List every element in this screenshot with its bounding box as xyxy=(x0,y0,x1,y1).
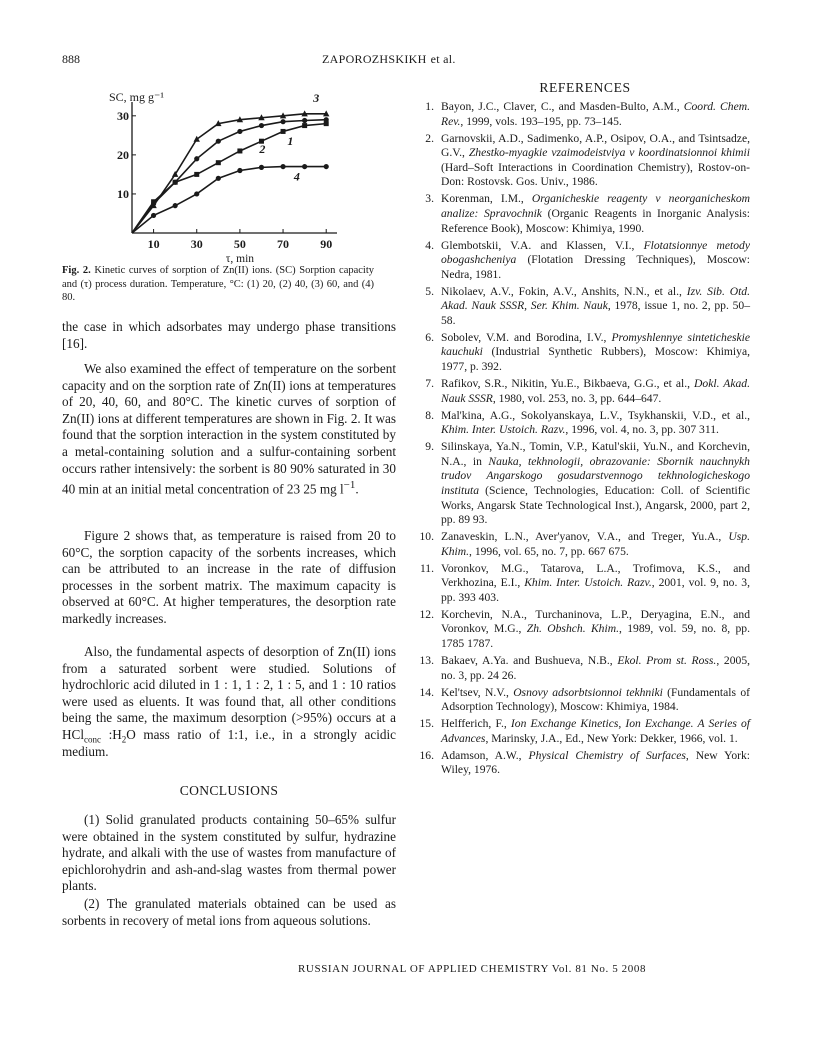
body-paragraph-4-end: O mass ratio of 1:1, i.e., in a strongly acidic medium. xyxy=(62,726,396,759)
reference-number: 3. xyxy=(425,192,434,206)
series-4-label: 4 xyxy=(293,169,300,184)
body-paragraph-2 xyxy=(62,361,396,498)
reference-details: , 1989, vol. 59, no. 8, pp. 1785 1787. xyxy=(441,622,750,651)
reference-authors: Nikolaev, A.V., Fokin, A.V., Anshits, N.N., et al., xyxy=(441,284,687,298)
x-tick-label: 70 xyxy=(277,237,290,251)
series-4-point xyxy=(173,203,178,208)
reference-number: 10. xyxy=(419,530,434,544)
series-2-label: 2 xyxy=(259,141,266,156)
reference-number: 4. xyxy=(425,238,434,252)
sorption-kinetics-chart xyxy=(92,84,342,264)
reference-number: 13. xyxy=(419,654,434,668)
reference-item xyxy=(412,132,750,190)
reference-authors: Garnovskii, A.D., Sadimenko, A.P., Osipov, O.A., and Tsintsadze, G.V., xyxy=(441,131,750,160)
reference-details: , 2005, no. 3, pp. 24 26. xyxy=(441,654,751,682)
reference-details: (Industrial Synthetic Rubbers), Moscow: Khimiya, 1977, p. 392. xyxy=(441,345,750,374)
unit-superscript: −1 xyxy=(343,479,356,492)
reference-number: 9. xyxy=(425,440,434,454)
reference-authors: Kel'tsev, N.V., xyxy=(441,685,514,699)
reference-number: 5. xyxy=(425,284,434,298)
reference-authors: Mal'kina, A.G., Sokolyanskaya, L.V., Tsykhanskii, V.D., et al., xyxy=(441,408,750,422)
reference-item xyxy=(412,409,750,438)
running-head-authors: ZAPOROZHSKIKH xyxy=(322,52,427,66)
reference-authors: Silinskaya, Ya.N., Tomin, V.P., Katul'skii, Yu.N., and Korchevin, N.A., in xyxy=(441,440,750,468)
series-2-point xyxy=(194,172,199,177)
reference-details: , New York: Wiley, 1976. xyxy=(441,748,750,777)
reference-item xyxy=(412,749,750,778)
reference-title: Organicheskie reagenty v neorganicheskom analize: Spravochnik xyxy=(441,192,751,220)
reference-item xyxy=(412,562,750,606)
reference-number: 14. xyxy=(419,685,434,699)
reference-item xyxy=(412,717,750,746)
reference-title: Usp. Khim. xyxy=(441,530,750,558)
reference-item xyxy=(412,331,750,375)
journal-footer: RUSSIAN JOURNAL OF APPLIED CHEMISTRY Vol. 81 No. 5 2008 xyxy=(298,963,647,975)
reference-title: Flotatsionnye metody obogashcheniya xyxy=(441,238,750,267)
series-1-label: 1 xyxy=(287,134,294,149)
reference-details: (Fundamentals of Adsorption Technology), Moscow: Khimiya, 1984. xyxy=(441,685,750,714)
x-tick-label: 30 xyxy=(190,237,203,251)
series-2-point xyxy=(216,160,221,165)
reference-authors: Voronkov, M.G., Tatarova, L.A., Trofimova, K.S., and Verkhozina, E.I., xyxy=(441,561,750,590)
reference-details: (Organic Reagents in Inorganic Analysis: Reference Book), Moscow: Khimiya, 1990. xyxy=(441,206,751,235)
reference-title: Khim. Inter. Ustoich. Razv. xyxy=(524,576,652,590)
reference-title: Physical Chemistry of Surfaces xyxy=(528,748,686,762)
series-1-point xyxy=(302,118,307,123)
reference-title: Zhestko-myagkie vzaimodeistviya v koordinatsionnoi khimii xyxy=(468,146,751,160)
series-1-point xyxy=(259,123,264,128)
series-2-point xyxy=(324,121,329,126)
reference-authors: Sobolev, V.M. and Borodina, I.V., xyxy=(441,330,612,344)
reference-details: , 2001, vol. 9, no. 3, pp. 393 403. xyxy=(441,576,750,604)
reference-item xyxy=(412,686,750,715)
reference-number: 16. xyxy=(419,748,434,762)
y-tick-label: 20 xyxy=(117,147,129,162)
reference-title: Ekol. Prom st. Ross. xyxy=(617,654,717,668)
reference-title: Ion Exchange Kinetics, Ion Exchange. A Series of Advances xyxy=(441,717,751,745)
body-paragraph-4-text: Also, the fundamental aspects of desorption of Zn(II) ions from a saturated sorbent were studied. Solutions of hydrochloric acid diluted in 1 : 1, 1 : 2, 1 : 5, and 1 : 10 ratios were used as eluents. It was found that, all other conditions being the same, the maximum desorption (>95%) occurs at a HCl xyxy=(62,644,396,742)
reference-number: 12. xyxy=(419,607,434,621)
reference-title: Izv. Sib. Otd. Akad. Nauk SSSR, Ser. Khim. Nauk xyxy=(441,284,751,313)
reference-item xyxy=(412,377,750,406)
reference-title: Coord. Chem. Rev. xyxy=(441,100,750,128)
reference-details: (Science, Technologies, Education: Coll. of Scientific Works, Angarsk State Technological Inst.), Angarsk, 2000, part 2, pp. 89 93. xyxy=(441,483,750,527)
body-paragraph-4 xyxy=(62,644,396,760)
series-2-point xyxy=(281,129,286,134)
reference-item xyxy=(412,608,750,652)
reference-item xyxy=(412,239,750,283)
reference-authors: Zanaveskin, L.N., Aver'yanov, V.A., and Treger, Yu.A., xyxy=(441,530,729,544)
reference-item xyxy=(412,285,750,329)
series-1-point xyxy=(237,129,242,134)
reference-number: 6. xyxy=(425,330,434,344)
body-paragraph-1-text: the case in which adsorbates may undergo phase transitions [16]. xyxy=(62,319,396,351)
reference-authors: Korchevin, N.A., Turchaninova, L.P., Deryagina, E.N., and Voronkov, M.G., xyxy=(441,607,750,636)
series-1-point xyxy=(216,139,221,144)
references-list xyxy=(412,100,750,780)
reference-title: Zh. Obshch. Khim. xyxy=(526,622,619,636)
reference-details: , 1978, issue 1, no. 2, pp. 50–58. xyxy=(441,299,750,327)
reference-title: Khim. Inter. Ustoich. Razv. xyxy=(441,423,566,437)
running-head-etal: et al. xyxy=(430,52,456,66)
reference-authors: Helfferich, F., xyxy=(441,717,511,731)
series-1-point xyxy=(280,119,285,124)
reference-details: , 1980, vol. 253, no. 3, pp. 644–647. xyxy=(492,391,662,405)
figure-caption-text: Kinetic curves of sorption of Zn(II) ions. (SC) Sorption capacity and (τ) process duration. Temperature, °C: (1) 20, (2) 40, (3) 60, and (4) 80. xyxy=(62,265,375,303)
reference-number: 15. xyxy=(419,717,434,731)
reference-authors: Adamson, A.W., xyxy=(441,748,529,762)
reference-details: , 1999, vols. 193–195, pp. 73–145. xyxy=(460,114,622,128)
series-4-point xyxy=(151,213,156,218)
subscript-2: 2 xyxy=(121,734,127,745)
reference-authors: Rafikov, S.R., Nikitin, Yu.E., Bikbaeva, G.G., et al., xyxy=(441,377,695,391)
reference-number: 2. xyxy=(425,131,434,145)
series-4-point xyxy=(259,165,264,170)
body-paragraph-3-text: Figure 2 shows that, as temperature is raised from 20 to 60°C, the sorption capacity of the sorbents increases, which can be attributed to an increase in the rate of diffusion processes in the sorbent matrix. The maximum capacity is observed at 60°C. At higher temperatures, the desorption rate markedly increases. xyxy=(62,528,396,626)
reference-number: 1. xyxy=(425,100,434,113)
series-4-point xyxy=(216,176,221,181)
body-paragraph-2-text: We also examined the effect of temperature on the sorbent capacity and on the sorption rate of Zn(II) ions at temperatures of 20, 40, 60, and 80°C. The kinetic curves of sorption of Zn(II) ions at different temperatures are shown in Fig. 2. It was found that the sorption interaction in the system constituted by a metal-containing solution and a sulfur-containing sorbent occurs rather intensively: the sorbent is 80 90% saturated in 30 40 min at an initial metal concentration of 23 25 mg l xyxy=(62,361,396,497)
reference-number: 7. xyxy=(425,377,434,391)
reference-item xyxy=(412,440,750,528)
reference-details: , 1996, vol. 4, no. 3, pp. 307 311. xyxy=(565,423,719,437)
reference-authors: Bakaev, A.Ya. and Bushueva, N.B., xyxy=(441,654,618,668)
running-head xyxy=(322,52,456,67)
figure-2 xyxy=(92,84,342,264)
references-heading: REFERENCES xyxy=(539,80,631,95)
x-tick-label: 10 xyxy=(147,237,160,251)
series-1-point xyxy=(194,156,199,161)
series-2-point xyxy=(173,180,178,185)
series-2-point xyxy=(237,148,242,153)
reference-details: , Marinsky, J.A., Ed., New York: Dekker, 1966, vol. 1. xyxy=(485,731,738,745)
reference-details: , 1996, vol. 65, no. 7, pp. 667 675. xyxy=(469,544,629,558)
reference-title: Osnovy adsorbtsionnoi tekhniki xyxy=(513,685,663,699)
reference-details: (Hard–Soft Interactions in Coordination Chemistry), Rostov-on-Don: Rostovsk. Gos. Univ., 1986. xyxy=(441,160,750,189)
y-axis-label: SC, mg g⁻¹ xyxy=(109,90,164,104)
conclusion-1-text: (1) Solid granulated products containing 50–65% sulfur were obtained in the system constituted by sulfur, hydrazine hydrate, and alkali with the use of wastes from manufacture of epichlorohydrin and ash-and-slag wastes from thermal power plants. xyxy=(62,812,396,894)
x-axis-label: τ, min xyxy=(225,253,255,265)
page-number: 888 xyxy=(62,52,80,66)
figure-caption-label: Fig. 2. xyxy=(62,265,91,276)
reference-item xyxy=(412,530,750,559)
reference-title: Promyshlennye sinteticheskie kauchuki xyxy=(441,330,751,359)
reference-details: (Flotation Dressing Techniques), Moscow: Nedra, 1981. xyxy=(441,253,750,281)
conclusion-1 xyxy=(62,812,396,895)
body-paragraph-3 xyxy=(62,528,396,628)
reference-number: 11. xyxy=(419,561,434,575)
conclusion-2-text: (2) The granulated materials obtained can be used as sorbents in recovery of metal ions from aqueous solutions. xyxy=(62,896,396,928)
series-4-point xyxy=(324,164,329,169)
body-paragraph-1 xyxy=(62,319,396,352)
reference-item xyxy=(412,654,750,683)
series-4-point xyxy=(302,164,307,169)
series-2-point xyxy=(302,123,307,128)
reference-authors: Glembotskii, V.A. and Klassen, V.I., xyxy=(441,238,644,252)
reference-title: Dokl. Akad. Nauk SSSR xyxy=(441,377,750,405)
conclusion-2 xyxy=(62,896,396,929)
figure-caption xyxy=(62,264,374,305)
x-tick-label: 90 xyxy=(320,237,333,251)
conclusions-heading: CONCLUSIONS xyxy=(179,783,279,798)
body-paragraph-4-mid: :H xyxy=(100,726,122,742)
series-4-point xyxy=(237,168,242,173)
reference-item xyxy=(412,100,750,129)
reference-title: Nauka, tekhnologii, obrazovanie: Sbornik nauchnykh trudov Angarskogo gosudarstvennogo tekhnologicheskogo instituta xyxy=(441,454,750,497)
y-tick-label: 10 xyxy=(117,186,129,201)
subscript-conc: conc xyxy=(83,734,101,745)
reference-authors: Bayon, J.C., Claver, C., and Masden-Bulto, A.M., xyxy=(441,100,684,113)
y-tick-label: 30 xyxy=(117,108,129,123)
body-paragraph-2-end: . xyxy=(355,481,359,497)
series-3-label: 3 xyxy=(313,91,320,106)
reference-authors: Korenman, I.M., xyxy=(441,192,532,206)
x-tick-label: 50 xyxy=(233,237,246,251)
reference-item xyxy=(412,192,750,236)
reference-number: 8. xyxy=(425,408,434,422)
series-4-point xyxy=(194,191,199,196)
series-4-point xyxy=(280,164,285,169)
